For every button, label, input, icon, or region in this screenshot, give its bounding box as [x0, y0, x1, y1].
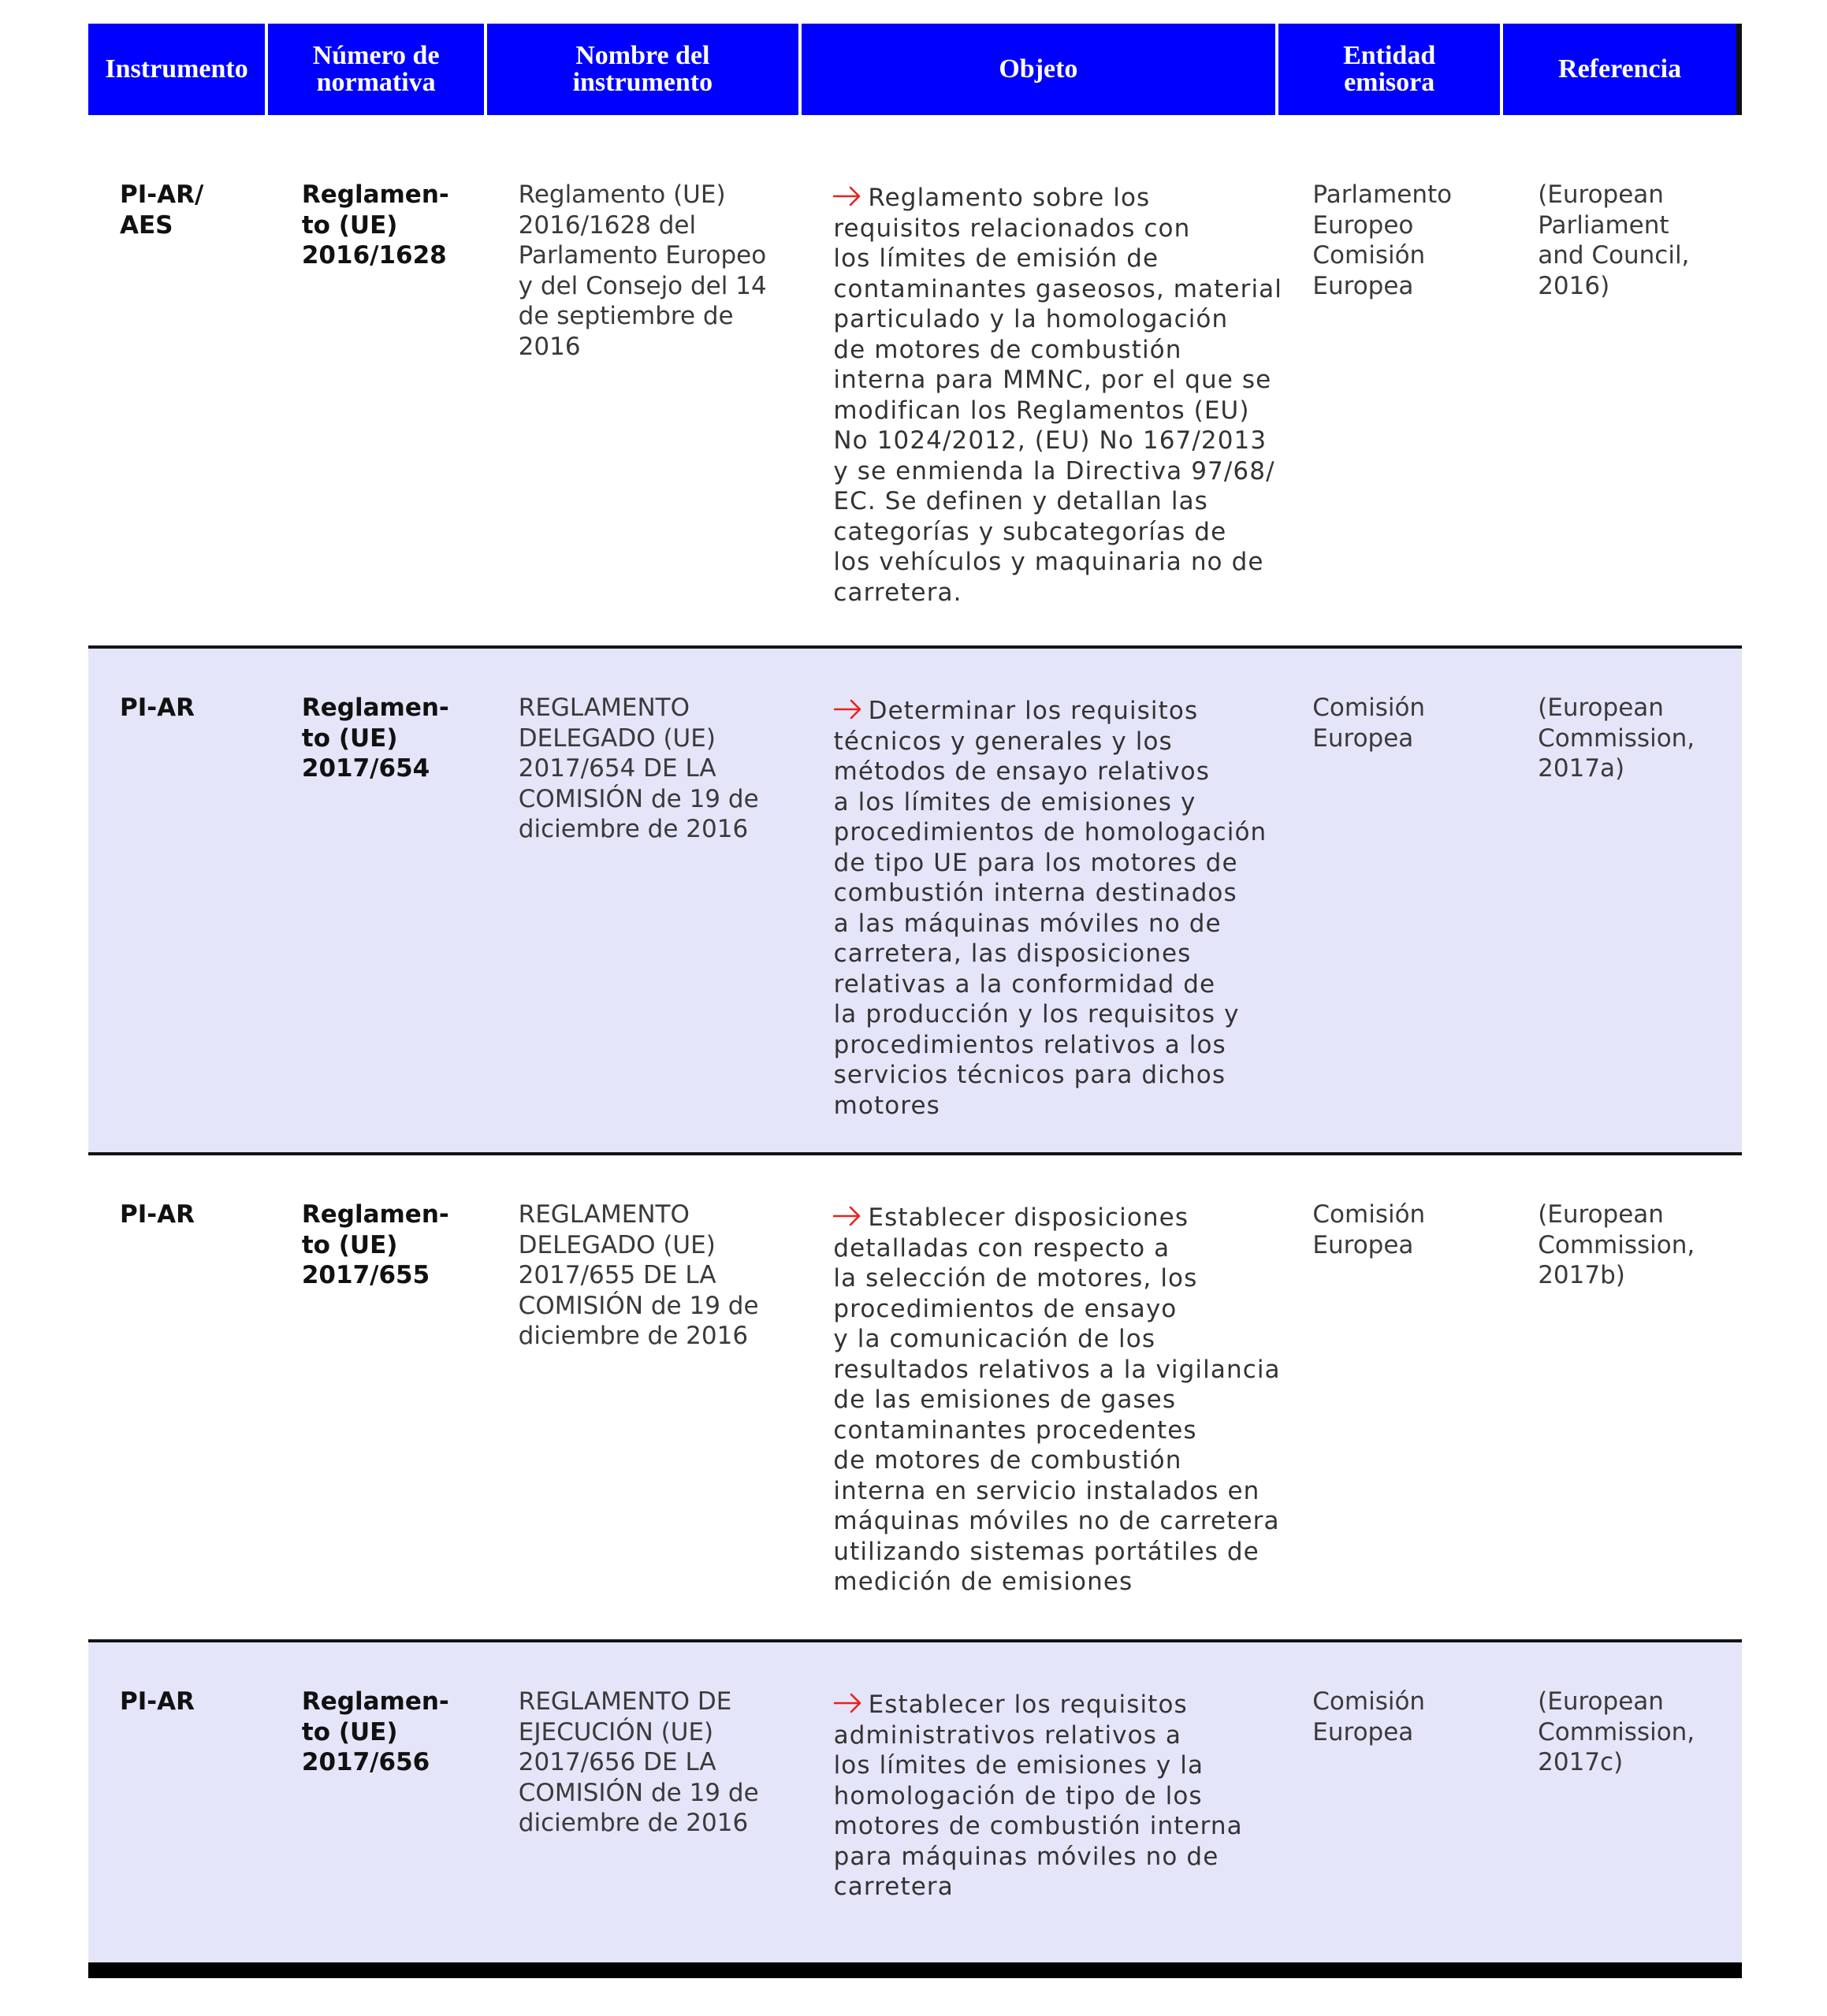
cell-objeto-line: para máquinas móviles no de — [833, 1842, 1219, 1871]
cell-objeto-line: servicios técnicos para dichos — [833, 1061, 1226, 1089]
cell-objeto-line — [833, 1203, 1279, 1233]
cell-referencia-line: (European — [1538, 1200, 1664, 1229]
cell-numero — [269, 139, 486, 645]
cell-numero-line: to (UE) — [301, 723, 398, 753]
table-row — [88, 645, 1742, 1152]
cell-nombre — [489, 649, 801, 1152]
header-line: Nombre del — [575, 41, 710, 70]
cell-nombre-line: Reglamento (UE) — [518, 180, 726, 209]
header-entidad — [1278, 24, 1500, 115]
cell-nombre-line: DELEGADO (UE) — [518, 723, 716, 753]
header-line: normativa — [316, 68, 436, 97]
cell-instrumento-line: AES — [120, 210, 173, 240]
cell-nombre-line: y del Consejo del 14 — [518, 271, 767, 300]
cell-objeto-line: de tipo UE para los motores de — [833, 848, 1238, 877]
cell-objeto-line: utilizando sistemas portátiles de — [833, 1537, 1260, 1566]
cell-objeto-line: a las máquinas móviles no de — [833, 909, 1222, 938]
header-line: Referencia — [1558, 54, 1682, 84]
cell-instrumento-line: PI-AR/ — [120, 180, 204, 209]
arrow-right-icon — [834, 1693, 862, 1713]
cell-objeto-line: motores — [833, 1091, 940, 1120]
cell-numero-line: to (UE) — [301, 210, 398, 240]
cell-referencia — [1508, 1642, 1742, 1962]
cell-objeto-line: y la comunicación de los — [833, 1325, 1156, 1353]
cell-nombre-line: COMISIÓN de 19 de — [518, 1291, 759, 1320]
cell-nombre-line: DELEGADO (UE) — [518, 1230, 716, 1259]
cell-objeto — [803, 139, 1282, 645]
cell-entidad — [1282, 649, 1505, 1152]
cell-nombre-line: 2017/655 DE LA — [518, 1261, 716, 1289]
objeto-text: Determinar los requisitos — [868, 697, 1199, 725]
cell-referencia-line: and Council, — [1538, 241, 1690, 270]
cell-objeto-line: técnicos y generales y los — [833, 727, 1173, 756]
cell-objeto-line: modifican los Reglamentos (EU) — [833, 396, 1250, 425]
cell-objeto-line: de las emisiones de gases — [833, 1386, 1177, 1414]
cell-numero-line: Reglamen- — [301, 180, 449, 209]
cell-nombre-line: diciembre de 2016 — [518, 1322, 749, 1350]
cell-objeto-line: detalladas con respecto a — [833, 1233, 1170, 1263]
cell-objeto-line: a los límites de emisiones y — [833, 787, 1196, 816]
cell-objeto-line: relativas a la conformidad de — [833, 969, 1216, 999]
cell-objeto-line — [834, 1690, 1280, 1720]
table-body — [88, 115, 1742, 1962]
cell-objeto-line: interna para MMNC, por el que se — [833, 366, 1272, 394]
cell-objeto-line: resultados relativos a la vigilancia — [833, 1355, 1281, 1384]
cell-nombre-line: REGLAMENTO — [518, 694, 690, 722]
cell-objeto-line: motores de combustión interna — [833, 1812, 1243, 1840]
cell-entidad-line: Comisión — [1312, 1200, 1426, 1229]
cell-numero-line: Reglamen- — [301, 1687, 449, 1716]
cell-entidad — [1282, 1155, 1505, 1639]
cell-objeto-line: de motores de combustión — [833, 335, 1182, 364]
cell-objeto-line: carretera, las disposiciones — [833, 939, 1192, 968]
header-numero — [268, 24, 484, 115]
cell-instrumento — [88, 1155, 266, 1639]
cell-nombre-line: EJECUCIÓN (UE) — [518, 1717, 714, 1746]
cell-entidad — [1282, 139, 1505, 645]
cell-referencia-line: 2017b) — [1538, 1261, 1625, 1289]
objeto-text: Establecer los requisitos — [868, 1691, 1188, 1719]
header-line: Objeto — [999, 54, 1078, 84]
cell-nombre-line: de septiembre de — [518, 302, 734, 330]
cell-numero — [269, 1642, 486, 1962]
cell-referencia-line: Commission, — [1538, 723, 1695, 753]
cell-nombre-line: COMISIÓN de 19 de — [518, 1778, 759, 1807]
cell-objeto-line: procedimientos de ensayo — [833, 1294, 1178, 1323]
regulations-table — [88, 24, 1742, 1978]
cell-objeto-line: categorías y subcategorías de — [833, 517, 1227, 546]
header-line: Entidad — [1343, 41, 1436, 70]
cell-objeto-line: de motores de combustión — [833, 1446, 1182, 1475]
cell-instrumento — [88, 139, 266, 645]
cell-instrumento — [88, 649, 266, 1152]
cell-numero-line: 2017/656 — [301, 1748, 430, 1776]
cell-referencia-line: Parliament — [1538, 210, 1669, 240]
header-referencia — [1503, 24, 1736, 115]
cell-numero-line: 2016/1628 — [301, 241, 447, 270]
cell-numero-line: 2017/655 — [301, 1261, 430, 1289]
cell-objeto-line: requisitos relacionados con — [833, 214, 1191, 243]
cell-objeto-line: interna en servicio instalados en — [833, 1476, 1260, 1505]
cell-instrumento — [88, 1642, 266, 1962]
cell-entidad-line: Europea — [1312, 1230, 1414, 1259]
cell-objeto-line: y se enmienda la Directiva 97/68/ — [833, 456, 1275, 485]
table-bottom-rule — [88, 1962, 1742, 1978]
cell-referencia-line: 2016) — [1538, 271, 1610, 300]
cell-objeto-line: máquinas móviles no de carretera — [833, 1507, 1280, 1535]
cell-objeto-line: administrativos relativos a — [833, 1720, 1181, 1750]
header-line: emisora — [1344, 68, 1435, 97]
cell-objeto-line: medición de emisiones — [833, 1568, 1133, 1596]
cell-entidad-line: Comisión — [1312, 241, 1426, 270]
cell-nombre — [489, 1642, 801, 1962]
cell-objeto-line: procedimientos relativos a los — [833, 1030, 1226, 1059]
cell-objeto-line: carretera — [833, 1873, 954, 1901]
cell-entidad-line: Comisión — [1312, 1687, 1426, 1716]
cell-instrumento-line: PI-AR — [120, 694, 195, 722]
cell-objeto-line: EC. Se definen y detallan las — [833, 487, 1208, 515]
cell-nombre-line: REGLAMENTO — [518, 1200, 690, 1229]
cell-nombre-line: diciembre de 2016 — [518, 1809, 749, 1837]
cell-numero-line: to (UE) — [301, 1230, 398, 1259]
cell-referencia — [1508, 1155, 1742, 1639]
cell-nombre-line: 2017/654 DE LA — [518, 754, 716, 783]
cell-objeto-line — [833, 183, 1279, 214]
cell-nombre-line: Parlamento Europeo — [518, 241, 767, 270]
cell-objeto-line: métodos de ensayo relativos — [833, 757, 1210, 786]
header-objeto — [802, 24, 1276, 115]
cell-entidad-line: Comisión — [1312, 694, 1426, 722]
objeto-text: Reglamento sobre los — [868, 184, 1151, 212]
table-row — [88, 1639, 1742, 1962]
cell-referencia-line: Commission, — [1538, 1717, 1695, 1746]
cell-nombre-line: 2017/656 DE LA — [518, 1748, 716, 1776]
objeto-text: Establecer disposiciones — [868, 1203, 1189, 1232]
cell-nombre-line: diciembre de 2016 — [518, 815, 749, 843]
cell-objeto-line: los límites de emisiones y la — [833, 1751, 1204, 1780]
cell-entidad-line: Europea — [1312, 1717, 1414, 1746]
cell-objeto — [803, 1155, 1279, 1639]
header-nombre — [487, 24, 798, 115]
cell-referencia-line: Commission, — [1538, 1230, 1695, 1259]
cell-nombre — [489, 139, 801, 645]
cell-objeto-line: contaminantes gaseosos, material — [833, 274, 1282, 303]
cell-referencia — [1508, 649, 1742, 1152]
header-line: Número de — [312, 41, 440, 70]
cell-objeto-line: carretera. — [833, 578, 962, 607]
cell-objeto-line: procedimientos de homologación — [833, 818, 1267, 846]
cell-objeto-line: los vehículos y maquinaria no de — [833, 548, 1264, 576]
cell-entidad-line: Europeo — [1312, 210, 1414, 240]
cell-instrumento-line: PI-AR — [120, 1687, 195, 1716]
cell-referencia-line: (European — [1538, 1687, 1664, 1716]
cell-objeto — [804, 1642, 1280, 1962]
cell-numero-line: 2017/654 — [301, 754, 430, 783]
arrow-right-icon — [834, 699, 862, 720]
table-row — [88, 139, 1742, 645]
table-row — [88, 1152, 1742, 1639]
cell-objeto-line: particulado y la homologación — [833, 305, 1229, 333]
header-instrumento — [88, 24, 265, 115]
cell-entidad-line: Europea — [1312, 271, 1414, 300]
cell-nombre-line: 2016/1628 del — [518, 210, 697, 240]
header-line: Instrumento — [105, 54, 248, 84]
cell-objeto-line — [834, 696, 1280, 727]
cell-objeto-line: los límites de emisión de — [833, 244, 1159, 273]
table-header — [88, 24, 1742, 115]
cell-numero-line: Reglamen- — [301, 1200, 449, 1229]
cell-objeto-line: contaminantes procedentes — [833, 1415, 1197, 1445]
arrow-right-icon — [833, 1206, 861, 1226]
cell-nombre-line: REGLAMENTO DE — [518, 1687, 732, 1716]
cell-objeto-line: homologación de tipo de los — [833, 1781, 1203, 1810]
cell-entidad-line: Parlamento — [1312, 180, 1453, 209]
cell-objeto-line: la selección de motores, los — [833, 1264, 1198, 1293]
cell-referencia-line: (European — [1538, 180, 1664, 209]
cell-nombre — [489, 1155, 801, 1639]
cell-entidad — [1282, 1642, 1505, 1962]
cell-nombre-line: COMISIÓN de 19 de — [518, 784, 759, 813]
arrow-right-icon — [833, 186, 861, 206]
cell-objeto-line: la producción y los requisitos y — [833, 1000, 1240, 1028]
cell-objeto — [804, 649, 1280, 1152]
cell-numero — [269, 649, 486, 1152]
cell-numero-line: to (UE) — [301, 1717, 398, 1746]
cell-referencia-line: (European — [1538, 694, 1664, 722]
cell-objeto-line: No 1024/2012, (EU) No 167/2013 — [833, 426, 1267, 455]
cell-instrumento-line: PI-AR — [120, 1200, 195, 1229]
cell-entidad-line: Europea — [1312, 723, 1414, 753]
cell-objeto-line: combustión interna destinados — [833, 879, 1237, 907]
cell-referencia — [1508, 139, 1742, 645]
cell-numero — [269, 1155, 486, 1639]
header-line: instrumento — [572, 68, 713, 97]
cell-numero-line: Reglamen- — [301, 694, 449, 722]
cell-referencia-line: 2017c) — [1538, 1748, 1624, 1776]
cell-referencia-line: 2017a) — [1538, 754, 1625, 783]
cell-nombre-line: 2016 — [518, 332, 581, 361]
